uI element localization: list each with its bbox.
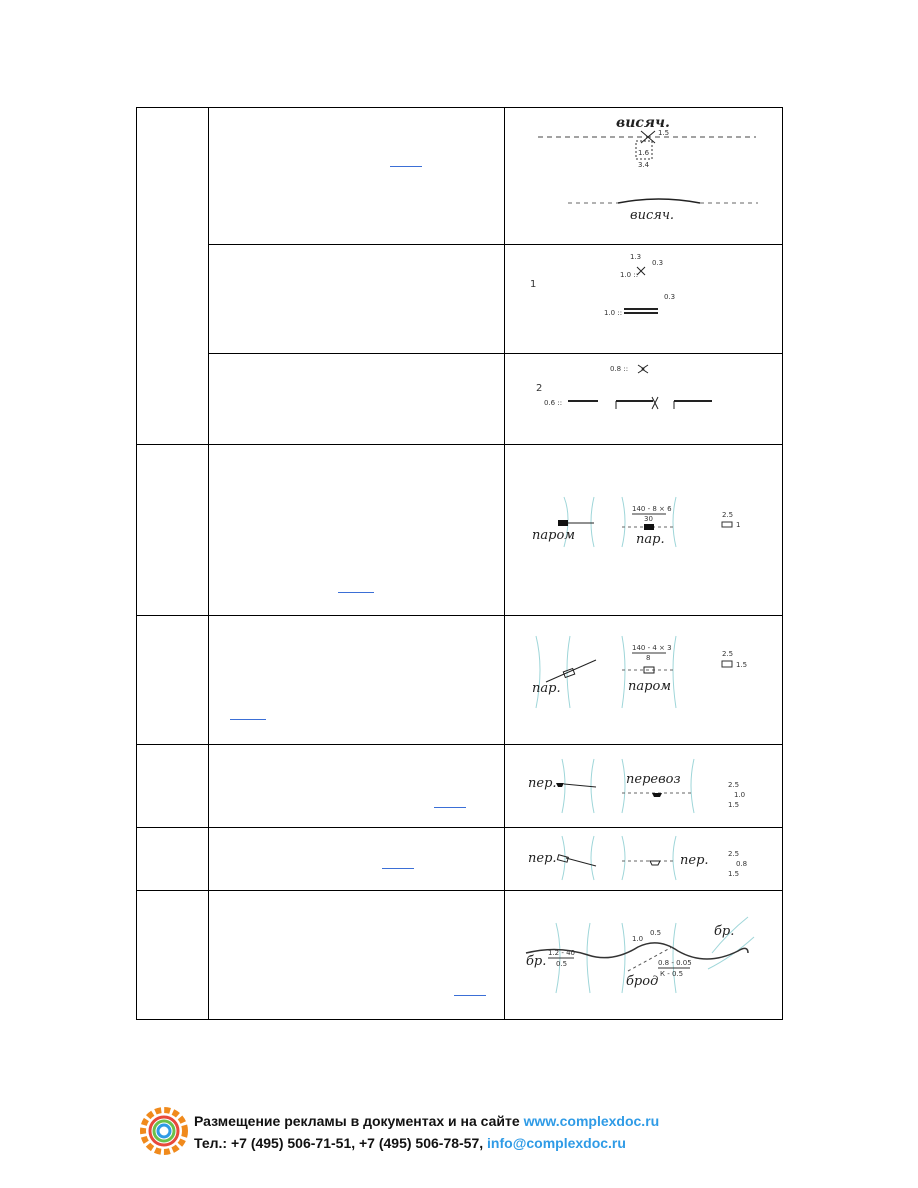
row-divider-3 [136, 615, 783, 616]
ferry1-dim-2: 1 [736, 521, 741, 529]
transport2-label-left: пер. [528, 851, 557, 866]
ferry1-dim-1: 2.5 [722, 511, 734, 519]
ferry2-label-right: паром [628, 679, 672, 694]
ferry2-dim-2: 1.5 [736, 661, 748, 669]
ford-dim-2: 0.5 [650, 929, 662, 937]
ferry2-dim-1: 2.5 [722, 650, 734, 658]
ferry2-fraction-top: 140 - 4 × 3 [632, 644, 672, 652]
transport2-label-right: пер. [680, 853, 709, 868]
hanging-bridge-label-bottom: висяч. [630, 208, 675, 223]
ford-left-fraction-bottom: 0.5 [556, 960, 568, 968]
row2-number: 1 [530, 279, 537, 290]
transport2-dim-1: 2.5 [728, 850, 740, 858]
ferry1-fraction-bottom: 30 [644, 515, 653, 523]
row2-dim-3: 1.0 :: [620, 271, 639, 279]
footnote-link-6[interactable] [454, 995, 486, 996]
row2-dim-5: 0.3 [664, 293, 676, 301]
transport-symbol-1 [508, 747, 780, 825]
email-link[interactable]: info@complexdoc.ru [487, 1135, 626, 1151]
website-link[interactable]: www.complexdoc.ru [523, 1113, 660, 1129]
hanging-bridge-symbol [508, 111, 780, 241]
ad-line-1 [194, 1113, 659, 1129]
table-border-top [136, 107, 783, 108]
row2-dim-2: 0.3 [652, 259, 664, 267]
transport1-label-left: пер. [528, 776, 557, 791]
row3-number: 2 [536, 383, 543, 394]
ford-label-left: бр. [526, 954, 547, 969]
row3-dim-1: 0.8 :: [610, 365, 629, 373]
ferry1-fraction-top: 140 - 8 × 6 [632, 505, 672, 513]
row-divider-4 [136, 744, 783, 745]
advertisement-footer [140, 1105, 700, 1160]
footnote-link-2[interactable] [338, 592, 374, 593]
ferry2-label-left: пар. [532, 681, 561, 696]
ferry-symbol-1 [508, 447, 780, 613]
footnote-link-5[interactable] [382, 868, 414, 869]
footnote-link-4[interactable] [434, 807, 466, 808]
complexdoc-logo-icon [140, 1105, 188, 1157]
row-divider-5 [136, 827, 783, 828]
ford-label-middle: брод [626, 974, 659, 989]
hanging-dim-3: 3.4 [638, 161, 650, 169]
ford-symbol [508, 893, 780, 1017]
bridge-symbol-2 [508, 357, 780, 441]
ford-dim-1: 1.0 [632, 935, 644, 943]
ad-line-2 [194, 1135, 626, 1151]
row-divider-6 [136, 890, 783, 891]
bridge-symbol-1 [508, 247, 780, 351]
row-divider-2 [136, 444, 783, 445]
transport1-dim-3: 1.5 [728, 801, 740, 809]
transport2-dim-3: 1.5 [728, 870, 740, 878]
symbols-table [136, 107, 783, 1020]
hanging-bridge-label-top: висяч. [616, 115, 670, 131]
ford-middle-fraction-bottom: К - 0.5 [660, 970, 684, 978]
transport1-dim-1: 2.5 [728, 781, 740, 789]
footnote-link-3[interactable] [230, 719, 266, 720]
ford-left-fraction-top: 1.2 - 40 [548, 949, 576, 957]
ferry2-fraction-bottom: 8 [646, 654, 651, 662]
ad-line-1-text: Размещение рекламы в документах и на сайте [194, 1113, 524, 1129]
ford-middle-fraction-top: 0.8 - 0.05 [658, 959, 692, 967]
row2-dim-1: 1.3 [630, 253, 642, 261]
row-divider-1b [208, 353, 783, 354]
ad-line-2-text: Тел.: +7 (495) 506-71-51, +7 (495) 506-78-57, [194, 1135, 488, 1151]
transport1-label-right: перевоз [626, 772, 681, 787]
table-border-bottom [136, 1019, 783, 1020]
row2-dim-4: 1.0 :: [604, 309, 623, 317]
row-divider-1a [208, 244, 783, 245]
ford-label-right: бр. [714, 924, 735, 939]
hanging-dim-2: 1.6 [638, 149, 650, 157]
ferry1-label-right: пар. [636, 532, 665, 547]
footnote-link-1[interactable] [390, 166, 422, 167]
ferry1-label-left: паром [532, 528, 576, 543]
transport2-dim-2: 0.8 [736, 860, 748, 868]
ferry-symbol-2 [508, 618, 780, 742]
transport-symbol-2 [508, 830, 780, 888]
table-border-left [136, 107, 137, 1020]
row3-dim-2: 0.6 :: [544, 399, 563, 407]
hanging-dim-1: 1.5 [658, 129, 670, 137]
transport1-dim-2: 1.0 [734, 791, 746, 799]
